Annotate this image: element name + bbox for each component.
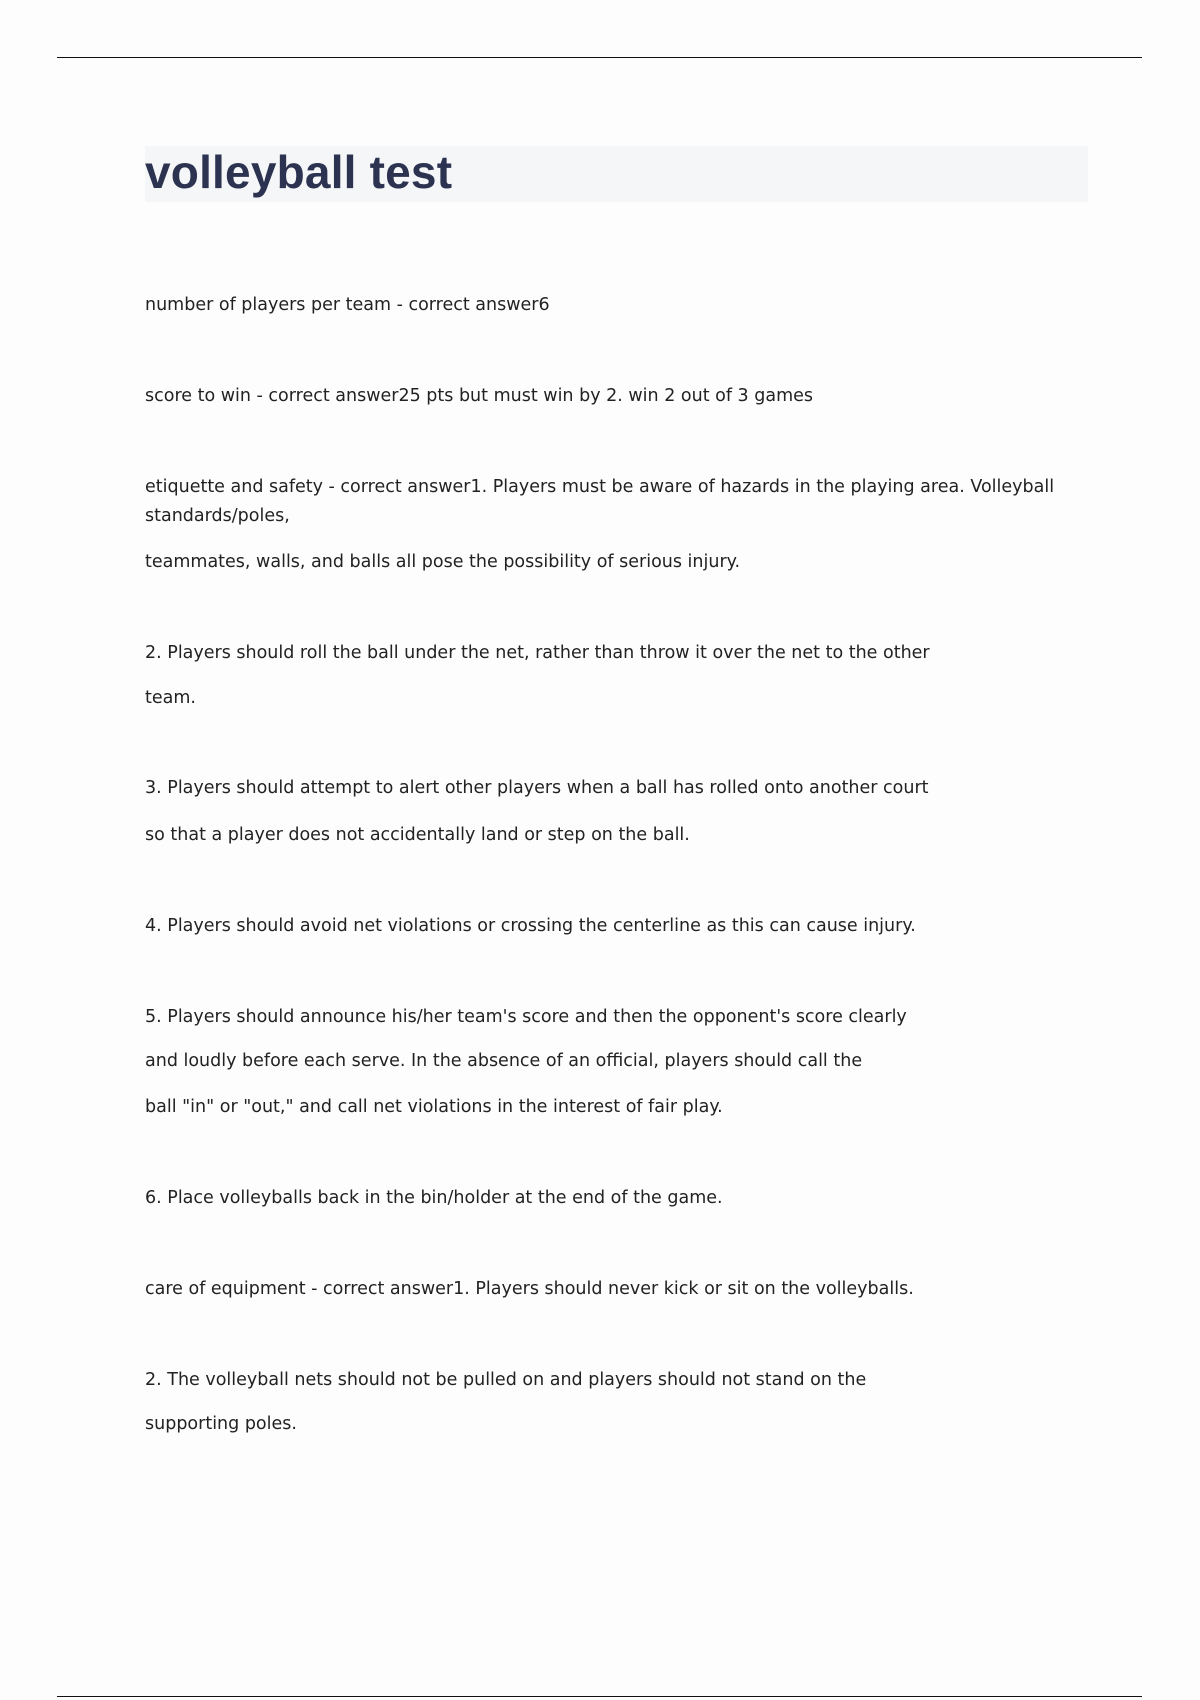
text-line: etiquette and safety - correct answer1. Players must be aware of hazards in the playing area. Volleyball: [145, 477, 1055, 497]
text-line: standards/poles,: [145, 506, 290, 526]
text-line: team.: [145, 688, 196, 708]
text-line: ball "in" or "out," and call net violations in the interest of fair play.: [145, 1097, 723, 1117]
text-line: and loudly before each serve. In the absence of an official, players should call the: [145, 1051, 863, 1071]
text-line: 6. Place volleyballs back in the bin/holder at the end of the game.: [145, 1188, 723, 1208]
text-line: 4. Players should avoid net violations or crossing the centerline as this can cause injury.: [145, 916, 916, 936]
page-title: volleyball test: [145, 146, 453, 198]
text-line: 5. Players should announce his/her team's score and then the opponent's score clearly: [145, 1007, 907, 1027]
text-line: teammates, walls, and balls all pose the possibility of serious injury.: [145, 552, 741, 572]
text-line: care of equipment - correct answer1. Players should never kick or sit on the volleyballs.: [145, 1279, 914, 1299]
text-line: 3. Players should attempt to alert other players when a ball has rolled onto another court: [145, 778, 929, 798]
bottom-rule: [57, 1696, 1142, 1697]
text-line: so that a player does not accidentally land or step on the ball.: [145, 825, 690, 845]
text-line: supporting poles.: [145, 1414, 297, 1434]
text-line: 2. The volleyball nets should not be pulled on and players should not stand on the: [145, 1370, 867, 1390]
text-line: number of players per team - correct answer6: [145, 295, 550, 315]
text-line: score to win - correct answer25 pts but must win by 2. win 2 out of 3 games: [145, 386, 814, 406]
text-line: 2. Players should roll the ball under the net, rather than throw it over the net to the other: [145, 643, 930, 663]
top-rule: [57, 57, 1142, 58]
